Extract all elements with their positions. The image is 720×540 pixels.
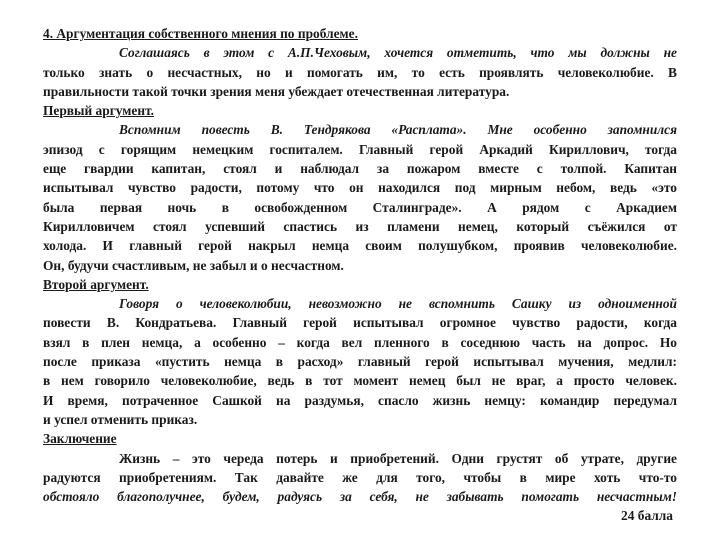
second-argument-line-2: повести В. Кондратьева. Главный герой испытывал огромное чувство радости, когда <box>43 315 677 331</box>
first-argument-line-5: была первая ночь в освобожденном Сталинграде». А рядом с Аркадием <box>43 199 677 215</box>
heading-first-argument: Первый аргумент. <box>43 103 154 119</box>
essay-document <box>43 24 677 526</box>
second-argument-line-7: и успел отменить приказ. <box>43 411 198 427</box>
thesis-line-1: Соглашаясь в этом с А.П.Чеховым, хочется отметить, что мы должны не <box>119 45 677 61</box>
heading-conclusion: Заключение <box>43 431 117 447</box>
second-argument-line-5: в нем говорило человеколюбие, ведь в тот момент немец был не враг, а просто человек. <box>43 373 677 389</box>
first-argument-line-8: Он, будучи счастливым, не забыл и о несчастном. <box>43 257 344 273</box>
second-argument-line-1: Говоря о человеколюбии, невозможно не вспомнить Сашку из одноименной <box>119 296 677 312</box>
first-argument-line-7: холода. И главный герой накрыл немца своим полушубком, проявив человеколюбие. <box>43 238 677 254</box>
second-argument-line-6: И время, потраченное Сашкой на раздумья, спасло жизнь немцу: командир передумал <box>43 392 677 408</box>
conclusion-line-1: Жизнь – это череда потерь и приобретений. Одни грустят об утрате, другие <box>119 450 677 466</box>
first-argument-line-4: испытывал чувство радости, потому что он находился под мирным небом, ведь «это <box>43 180 677 196</box>
score-label: 24 балла <box>621 508 673 524</box>
first-argument-line-1: Вспомним повесть В. Тендрякова «Расплата». Мне особенно запомнился <box>119 122 677 138</box>
first-argument-line-3: еще гвардии капитан, стоял и наблюдал за пожаром вместе с толпой. Капитан <box>43 161 677 177</box>
second-argument-line-3: взял в плен немца, а особенно – когда вел пленного в соседнюю часть на допрос. Но <box>43 334 677 350</box>
first-argument-line-2: эпизод с горящим немецким госпиталем. Главный герой Аркадий Кириллович, тогда <box>43 141 677 157</box>
heading-second-argument: Второй аргумент. <box>43 276 149 292</box>
conclusion-line-2: радуются приобретениям. Так давайте же для того, чтобы в мире хоть что-то <box>43 469 677 485</box>
section-heading-argumentation: 4. Аргументация собственного мнения по проблеме. <box>43 26 358 41</box>
second-argument-line-4: после приказа «пустить немца в расход» главный герой испытывал мучения, медлил: <box>43 354 677 370</box>
thesis-line-3: правильности такой точки зрения меня убеждает отечественная литература. <box>43 83 510 99</box>
thesis-line-2: только знать о несчастных, но и помогать им, то есть проявлять человеколюбие. В <box>43 64 677 80</box>
first-argument-line-6: Кирилловичем стоял успевший спастись из пламени немец, который съёжился от <box>43 218 677 234</box>
conclusion-line-3: обстояло благополучнее, будем, радуясь за себя, не забывать помогать несчастным! <box>43 489 677 505</box>
